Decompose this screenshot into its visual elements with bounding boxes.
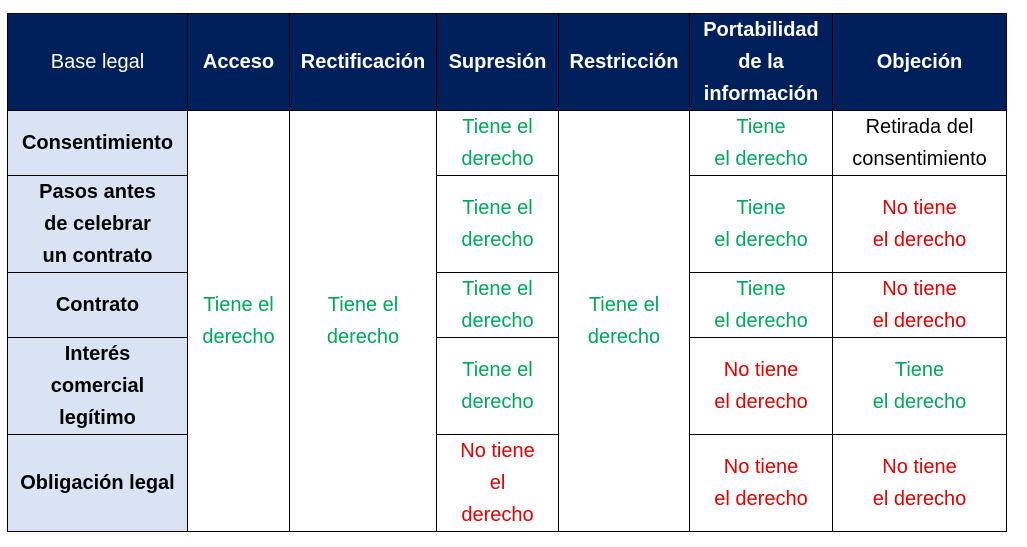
cell-text: derecho: [202, 326, 275, 348]
basis-text: Consentimiento: [21, 132, 174, 154]
basis-text: legítimo: [59, 407, 136, 429]
cell-text: derecho: [326, 326, 400, 348]
rights-table-container: [7, 13, 1007, 532]
cell-text: Tiene: [894, 359, 945, 381]
cell-portabilidad: [690, 111, 833, 176]
table-row: [8, 176, 1007, 273]
cell-acceso: [188, 111, 290, 532]
cell-objecion: [833, 176, 1007, 273]
cell-text: derecho: [461, 391, 534, 413]
header-text: Portabilidad: [703, 19, 819, 41]
cell-text: Tiene el: [203, 294, 274, 316]
cell-text: Tiene el: [462, 359, 533, 381]
cell-objecion: [833, 273, 1007, 338]
header-rectificacion: [290, 14, 437, 111]
basis-obligacion-legal: [8, 435, 188, 532]
cell-text: No tiene: [460, 440, 535, 462]
cell-portabilidad: [690, 176, 833, 273]
cell-portabilidad: [690, 338, 833, 435]
basis-interes-comercial-legitimo: [8, 338, 188, 435]
rights-table: [7, 13, 1007, 532]
header-text: Objeción: [876, 51, 963, 73]
cell-text: Tiene el: [462, 278, 533, 300]
header-supresion: [437, 14, 559, 111]
cell-text: consentimiento: [852, 148, 987, 170]
cell-text: Tiene el: [588, 294, 660, 316]
cell-text: Tiene el: [327, 294, 399, 316]
basis-text: Interés: [64, 343, 131, 365]
cell-restriccion: [559, 111, 690, 532]
cell-text: derecho: [461, 229, 534, 251]
basis-text: de celebrar: [44, 213, 151, 235]
cell-text: No tiene: [723, 456, 799, 478]
basis-pasos-antes-contrato: [8, 176, 188, 273]
cell-objecion: [833, 338, 1007, 435]
cell-supresion: [437, 273, 559, 338]
header-objecion: [833, 14, 1007, 111]
header-portabilidad: [690, 14, 833, 111]
cell-objecion: [833, 111, 1007, 176]
basis-text: Pasos antes: [39, 181, 156, 203]
cell-text: el derecho: [872, 391, 967, 413]
cell-text: Tiene: [736, 278, 786, 300]
cell-text: el derecho: [872, 229, 967, 251]
cell-text: No tiene: [882, 197, 957, 219]
cell-objecion: [833, 435, 1007, 532]
cell-text: el derecho: [714, 229, 808, 251]
cell-supresion: [437, 111, 559, 176]
header-text: de la: [738, 51, 784, 73]
cell-text: el derecho: [714, 391, 808, 413]
cell-text: derecho: [587, 326, 661, 348]
basis-contrato: [8, 273, 188, 338]
header-text: Acceso: [202, 51, 275, 73]
cell-supresion: [437, 435, 559, 532]
cell-text: Tiene el: [462, 197, 533, 219]
cell-text: el derecho: [714, 148, 808, 170]
cell-supresion: [437, 338, 559, 435]
cell-text: derecho: [461, 504, 534, 526]
table-row: [8, 273, 1007, 338]
table-row: [8, 338, 1007, 435]
cell-text: el derecho: [872, 310, 967, 332]
cell-portabilidad: [690, 273, 833, 338]
header-base-legal: [8, 14, 188, 111]
cell-portabilidad: [690, 435, 833, 532]
cell-text: el derecho: [714, 310, 808, 332]
cell-text: No tiene: [882, 456, 957, 478]
basis-consentimiento: [8, 111, 188, 176]
basis-text: un contrato: [42, 245, 153, 267]
cell-text: No tiene: [882, 278, 957, 300]
header-text: Supresión: [448, 51, 547, 73]
cell-text: Tiene el: [462, 116, 533, 138]
cell-text: Retirada del: [865, 116, 974, 138]
header-text: Base legal: [50, 51, 145, 73]
header-restriccion: [559, 14, 690, 111]
cell-text: Tiene: [736, 116, 786, 138]
basis-text: Contrato: [55, 294, 140, 316]
cell-text: el derecho: [872, 488, 967, 510]
table-row: [8, 435, 1007, 532]
header-row: [8, 14, 1007, 111]
cell-text: derecho: [461, 310, 534, 332]
cell-text: Tiene: [736, 197, 786, 219]
basis-text: Obligación legal: [20, 472, 175, 494]
cell-text: el derecho: [714, 488, 808, 510]
table-row: [8, 111, 1007, 176]
cell-rectificacion: [290, 111, 437, 532]
cell-text: No tiene: [723, 359, 799, 381]
header-text: Rectificación: [300, 51, 426, 73]
header-text: información: [703, 83, 819, 105]
cell-supresion: [437, 176, 559, 273]
cell-text: derecho: [461, 148, 534, 170]
cell-text: el: [489, 472, 506, 494]
header-text: Restricción: [569, 51, 679, 73]
header-acceso: [188, 14, 290, 111]
basis-text: comercial: [50, 375, 145, 397]
